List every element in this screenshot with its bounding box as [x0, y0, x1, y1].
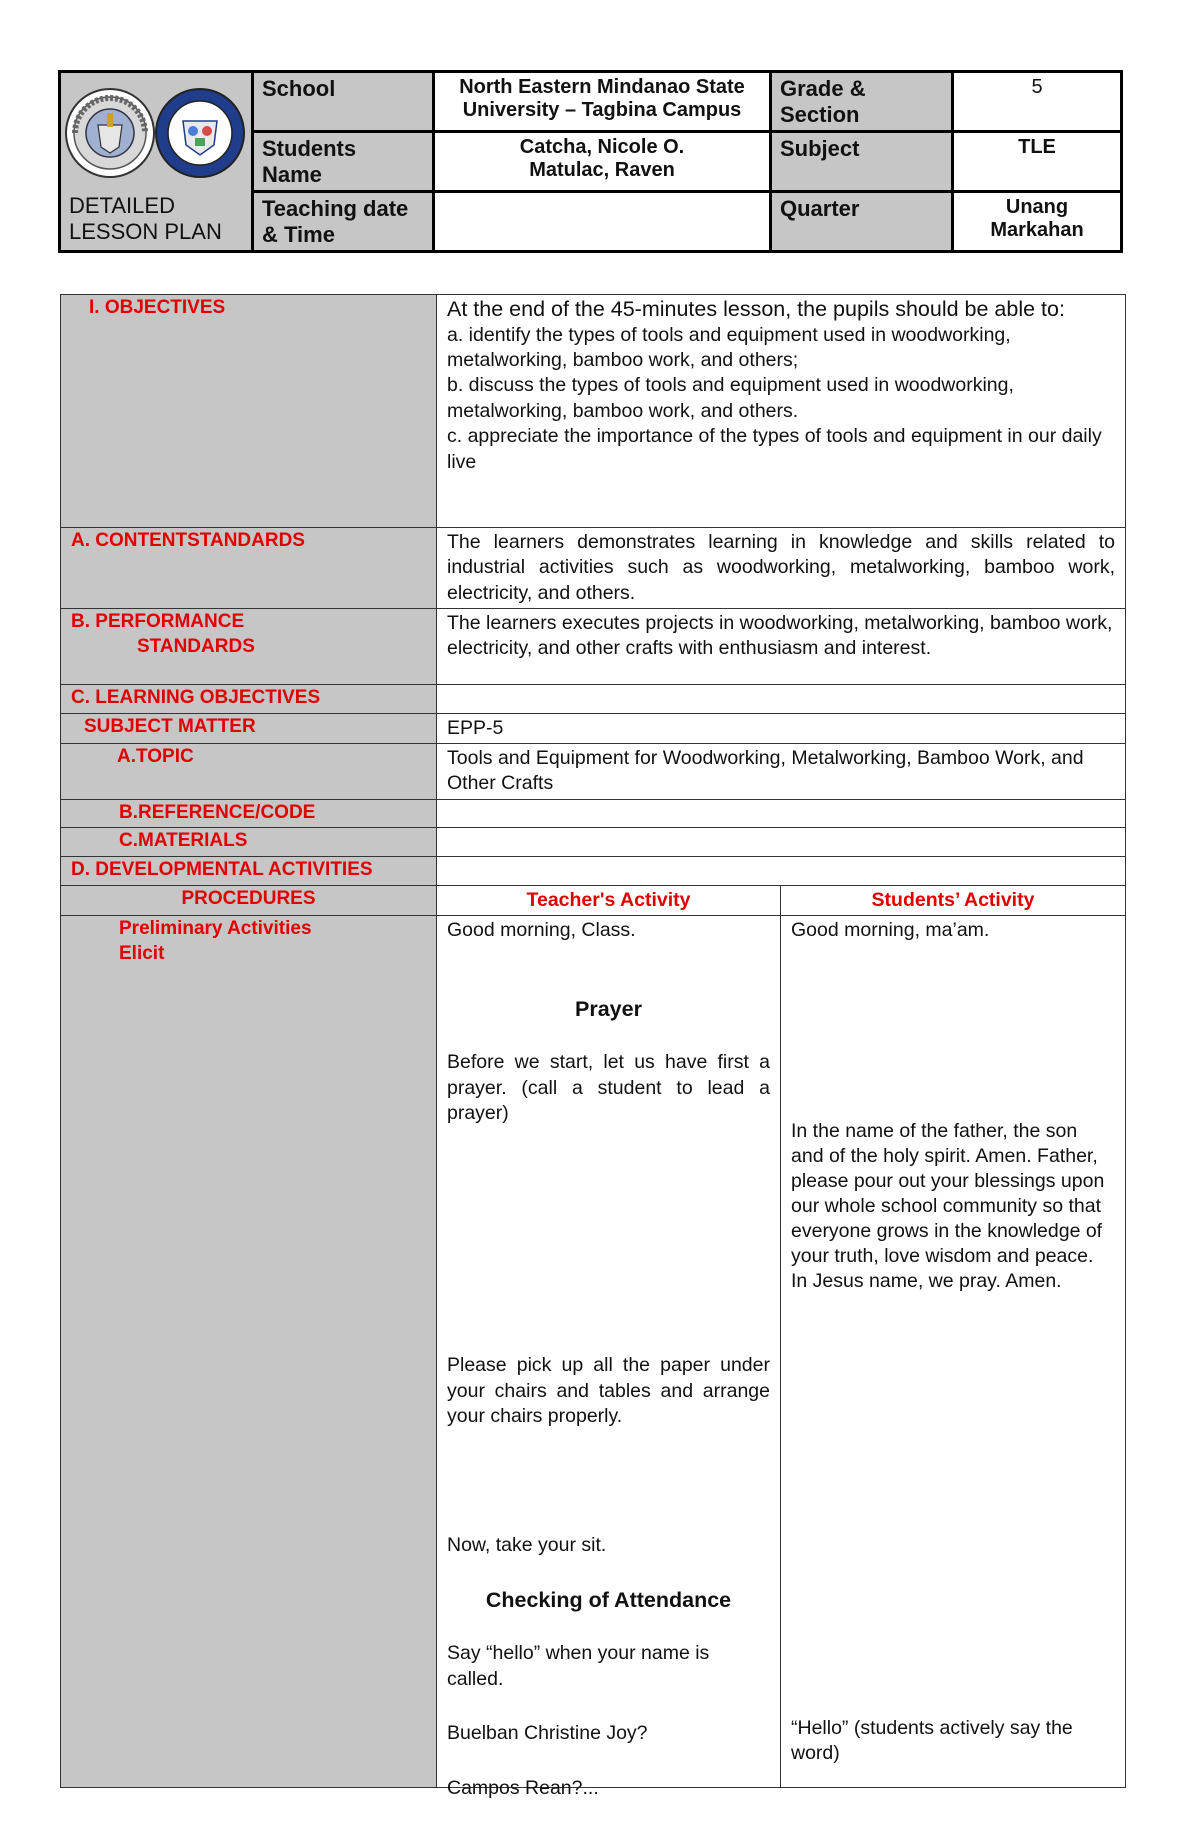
learning-objectives-row [61, 685, 1126, 714]
performance-standards-row [61, 609, 1126, 685]
subject-matter-value: EPP-5 [437, 713, 1126, 743]
performance-standards-text: The learners executes projects in woodworking, metalworking, bamboo work, electricity, and other crafts with enthusiasm and interest. [437, 609, 1126, 685]
content-standards-row [61, 528, 1126, 609]
grade-label: Grade & Section [771, 72, 953, 132]
materials-row [61, 828, 1126, 857]
subject-matter-label: SUBJECT MATTER [61, 713, 437, 743]
prayer-heading: Prayer [575, 997, 642, 1022]
learning-objectives-label: C. LEARNING OBJECTIVES [61, 685, 437, 714]
university-seal-icon [156, 89, 244, 177]
attendance-text: Say “hello” when your name is called. [447, 1642, 710, 1690]
students-activity-cell [781, 916, 1126, 1788]
school-value: North Eastern Mindanao State University – Tagbina Campus [434, 72, 771, 132]
developmental-row [61, 857, 1126, 886]
topic-row [61, 744, 1126, 800]
deped-seal-icon [66, 89, 154, 177]
materials-label: C.MATERIALS [61, 828, 437, 857]
materials-value [437, 828, 1126, 857]
activities-row [61, 916, 1126, 1788]
seal-logos [65, 81, 247, 191]
reference-label: B.REFERENCE/CODE [61, 799, 437, 828]
reference-row [61, 799, 1126, 828]
sit-text: Now, take your sit. [447, 1534, 607, 1557]
students-activity-header: Students’ Activity [781, 885, 1126, 915]
students-prayer: In the name of the father, the son and of the holy spirit. Amen. Father, please pour out your blessings upon our whole school community so that everyone grows in the knowledge of your truth, love wisdom and peace. In Jesus name, we pray. Amen. [791, 1120, 1105, 1292]
students-value: Catcha, Nicole O. Matulac, Raven [434, 132, 771, 192]
teacher-activity-cell [437, 916, 781, 1800]
prayer-text: Before we start, let us have first a prayer. (call a student to lead a prayer) [447, 1051, 770, 1124]
preliminary-label: Preliminary Activities Elicit [61, 916, 437, 1788]
logo-cell [60, 72, 253, 252]
subject-label: Subject [771, 132, 953, 192]
procedures-label: PROCEDURES [61, 885, 437, 915]
date-label: Teaching date & Time [253, 192, 434, 252]
subject-value: TLE [953, 132, 1122, 192]
topic-value: Tools and Equipment for Woodworking, Metalworking, Bamboo Work, and Other Crafts [437, 744, 1126, 800]
cleanup-text: Please pick up all the paper under your chairs and tables and arrange your chairs properly. [447, 1354, 770, 1427]
objectives-content: At the end of the 45-minutes lesson, the pupils should be able to: a. identify the types of tools and equipment used in woodworking, metalworking, bamboo work, and others; b. discuss the types of tools and equipment used in woodworking, metalworking, bamboo work, and others. c. appreciate the importance of the types of tools and equipment in our daily live [437, 295, 1126, 528]
developmental-label: D. DEVELOPMENTAL ACTIVITIES [61, 857, 437, 886]
teacher-activity-header: Teacher's Activity [437, 885, 781, 915]
developmental-value [437, 857, 1126, 886]
lesson-table [60, 294, 1126, 1800]
performance-standards-label: B. PERFORMANCE STANDARDS [61, 609, 437, 685]
learning-objectives-value [437, 685, 1126, 714]
content-standards-label: A. CONTENTSTANDARDS [61, 528, 437, 609]
reference-value [437, 799, 1126, 828]
content-standards-text: The learners demonstrates learning in knowledge and skills related to industrial activities such as woodworking, metalworking, bamboo work, electricity, and others. [437, 528, 1126, 609]
grade-value: 5 [953, 72, 1122, 132]
objectives-label: I. OBJECTIVES [61, 295, 437, 528]
quarter-value: Unang Markahan [953, 192, 1122, 252]
quarter-label: Quarter [771, 192, 953, 252]
procedures-header-row [61, 885, 1126, 915]
subject-matter-row [61, 713, 1126, 743]
objectives-row [61, 295, 1126, 528]
attendance-name-1: Buelban Christine Joy? [447, 1722, 648, 1745]
document-title: DETAILED LESSON PLAN [69, 193, 222, 244]
attendance-heading: Checking of Attendance [485, 1588, 732, 1613]
teacher-greeting: Good morning, Class. [447, 919, 636, 942]
students-greeting: Good morning, ma’am. [791, 919, 990, 942]
attendance-name-2: Campos Rean?... [447, 1777, 599, 1800]
header-table [58, 70, 1123, 253]
school-label: School [253, 72, 434, 132]
topic-label: A.TOPIC [61, 744, 437, 800]
date-value [434, 192, 771, 252]
students-label: Students Name [253, 132, 434, 192]
students-hello: “Hello” (students actively say the word) [791, 1717, 1073, 1764]
